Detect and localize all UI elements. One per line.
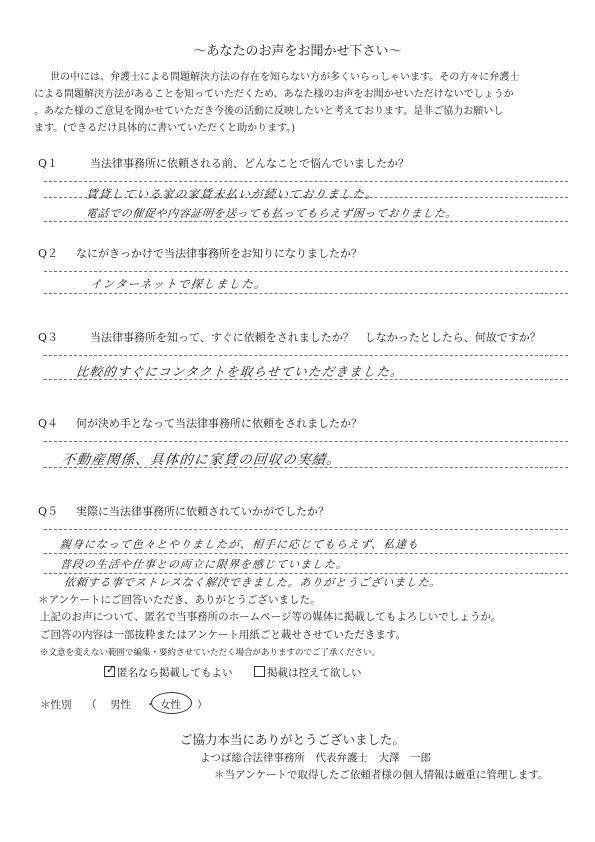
question-label: Q３ <box>38 331 59 344</box>
answer-line <box>44 271 568 272</box>
question-label: Q４ <box>38 417 59 430</box>
gender-label: ＊性別 <box>40 699 72 711</box>
gender-paren-open: （ <box>86 699 97 711</box>
answer-line <box>44 529 568 530</box>
question-text: 当法律事務所に依頼される前、どんなことで悩んでいましたか？ <box>90 157 409 170</box>
gender-separator: ・ <box>145 699 156 711</box>
gender-male[interactable]: 男性 <box>110 699 131 711</box>
page-title: ～あなたのお声をお聞かせ下さい～ <box>193 44 402 59</box>
answer-line <box>44 441 568 442</box>
closing-thanks: ご協力本当にありがとうございました。 <box>180 732 406 747</box>
question-text: 何が決め手となって当法律事務所に依頼をされましたか？ <box>76 417 362 430</box>
handwritten-answer: 比較的すぐにコンタクトを取らせていただきました。 <box>75 364 405 379</box>
edit-note: ※文意を変えない範囲で編集・要約させていただく場合がありますのでご了承ください。 <box>40 648 381 658</box>
question-label: Q１ <box>38 157 59 170</box>
answer-line <box>44 293 568 294</box>
intro-paragraph <box>34 69 562 137</box>
intro-line: 世の中には、弁護士による問題解決方法の存在を知らない方が多くいらっしゃいます。その方々に弁護士 <box>50 72 520 83</box>
answer-line <box>44 221 568 222</box>
handwritten-answer: 依頼する事でストレスなく解決できました。ありがとうございました。 <box>63 576 442 589</box>
intro-line: による問題解決方法があることを知っていただくため、あなた様のお声をお聞かせいただけないでしょうか <box>34 89 514 100</box>
excerpt-note: ご回答の内容は一部抜粋またはアンケート用紙ごと載せさせていただきます。 <box>40 629 407 641</box>
selection-circle <box>151 692 192 714</box>
option-decline[interactable] <box>254 665 362 680</box>
handwritten-answer: 賃貸している家の家賃未払いが続いておりました。 <box>85 187 379 201</box>
gender-female[interactable]: 女性 <box>160 699 181 711</box>
handwritten-answer: 不動産関係、具体的に家賃の回収の実績。 <box>60 452 342 468</box>
question-label: Q２ <box>38 247 59 260</box>
gender-paren-close: ） <box>197 699 208 711</box>
checkbox-decline[interactable] <box>254 666 265 677</box>
question-label: Q５ <box>38 505 59 518</box>
thanks-note: ＊アンケートにご回答いただき、ありがとうございました。 <box>38 594 321 606</box>
option-anonymous-ok[interactable] <box>104 665 233 680</box>
consent-question: 上記のお声について、匿名で当事務所のホームページ等の媒体に掲載してもよろしいでしょうか。 <box>40 611 502 623</box>
office-signature: よつば総合法律事務所 代表弁護士 大澤 一郎 <box>200 752 431 764</box>
handwritten-answer: 親身になって色々とやりましたが、相手に応じてもらえず、私達も <box>59 538 420 551</box>
question-text: 当法律事務所を知って、すぐに依頼をされましたか？ しなかったとしたら、何故ですか？ <box>90 331 541 344</box>
check-mark-icon: ✓ <box>106 663 116 676</box>
question-text: 実際に当法律事務所に依頼されていかがでしたか？ <box>76 505 329 518</box>
handwritten-answer: 電話での催促や内容証明を送っても払ってもらえず困っておりました。 <box>85 207 458 220</box>
intro-line: 。あなた様のご意見を聞かせていただき今後の活動に反映したいと考えております。是非ご協力お願いし <box>34 106 504 117</box>
intro-line: ます。(できるだけ具体的に書いていただくと助かります。) <box>34 123 296 134</box>
answer-line <box>44 355 568 356</box>
handwritten-answer: 普段の生活や仕事との両立に限界を感じていました。 <box>59 558 349 571</box>
option-ng-label: 掲載は控えて欲しい <box>267 667 362 679</box>
handwritten-answer: インターネットで探しました。 <box>89 277 268 291</box>
answer-line <box>44 181 568 182</box>
privacy-note: ＊当アンケートで取得したご依頼者様の個人情報は厳重に管理します。 <box>214 769 549 781</box>
answer-line <box>44 553 568 554</box>
question-text: なにがきっかけで当法律事務所をお知りになりましたか？ <box>76 247 362 260</box>
option-ok-label: 匿名なら掲載してもよい <box>117 667 233 679</box>
checkbox-anonymous-ok[interactable] <box>104 663 116 677</box>
